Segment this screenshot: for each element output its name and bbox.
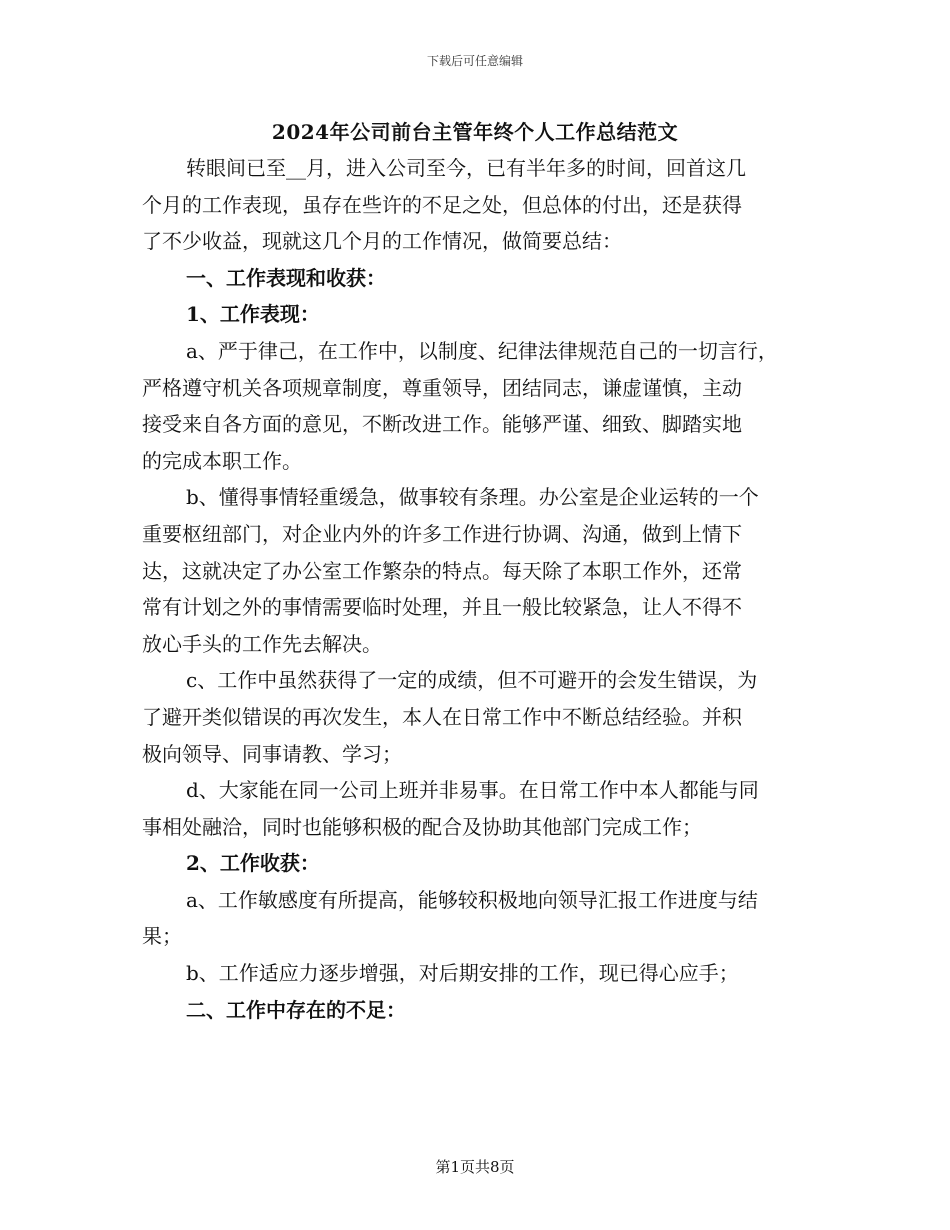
- document-title: 2024年公司前台主管年终个人工作总结范文: [271, 120, 679, 144]
- paragraph-line: 达，这就决定了办公室工作繁杂的特点。每天除了本职工作外，还常: [142, 558, 742, 583]
- section-heading: 一、工作表现和收获：: [186, 265, 386, 290]
- paragraph-line: 重要枢纽部门，对企业内外的许多工作进行协调、沟通，做到上情下: [142, 521, 742, 546]
- paragraph-line: 接受来自各方面的意见，不断改进工作。能够严谨、细致、脚踏实地: [142, 412, 742, 437]
- paragraph-line: 转眼间已至__月，进入公司至今，已有半年多的时间，回首这几: [186, 156, 746, 180]
- paragraph-line: c、工作中虽然获得了一定的成绩，但不可避开的会发生错误，为: [186, 668, 758, 693]
- paragraph-line: b、工作适应力逐步增强，对后期安排的工作，现已得心应手；: [186, 961, 739, 986]
- paragraph-line: d、大家能在同一公司上班并非易事。在日常工作中本人都能与同: [186, 778, 759, 803]
- page-footer: 第1页共8页: [435, 1158, 515, 1176]
- paragraph-line: 事相处融洽，同时也能够积极的配合及协助其他部门完成工作；: [142, 814, 702, 839]
- paragraph-line: a、严于律己，在工作中，以制度、纪律法律规范自己的一切言行，: [186, 338, 778, 363]
- paragraph-line: 常有计划之外的事情需要临时处理，并且一般比较紧急，让人不得不: [142, 595, 742, 620]
- paragraph-line: 了避开类似错误的再次发生，本人在日常工作中不断总结经验。并积: [142, 704, 742, 729]
- paragraph-line: 的完成本职工作。: [142, 448, 302, 473]
- paragraph-line: a、工作敏感度有所提高，能够较积极地向领导汇报工作进度与结: [186, 887, 758, 912]
- paragraph-line: 果；: [142, 924, 182, 949]
- paragraph-line: 了不少收益，现就这几个月的工作情况，做简要总结：: [142, 229, 622, 254]
- section-heading: 二、工作中存在的不足：: [186, 997, 406, 1022]
- paragraph-line: 放心手头的工作先去解决。: [142, 631, 382, 656]
- document-body: [142, 150, 822, 1028]
- subsection-heading: 1、工作表现：: [186, 302, 320, 327]
- page-header: 下载后可任意编辑: [426, 54, 523, 68]
- paragraph-line: 严格遵守机关各项规章制度，尊重领导，团结同志，谦虚谨慎，主动: [142, 375, 742, 400]
- paragraph-line: 极向领导、同事请教、学习；: [142, 741, 402, 766]
- paragraph-line: b、懂得事情轻重缓急，做事较有条理。办公室是企业运转的一个: [186, 485, 759, 510]
- paragraph-line: 个月的工作表现，虽存在些许的不足之处，但总体的付出，还是获得: [142, 192, 742, 217]
- subsection-heading: 2、工作收获：: [186, 851, 320, 876]
